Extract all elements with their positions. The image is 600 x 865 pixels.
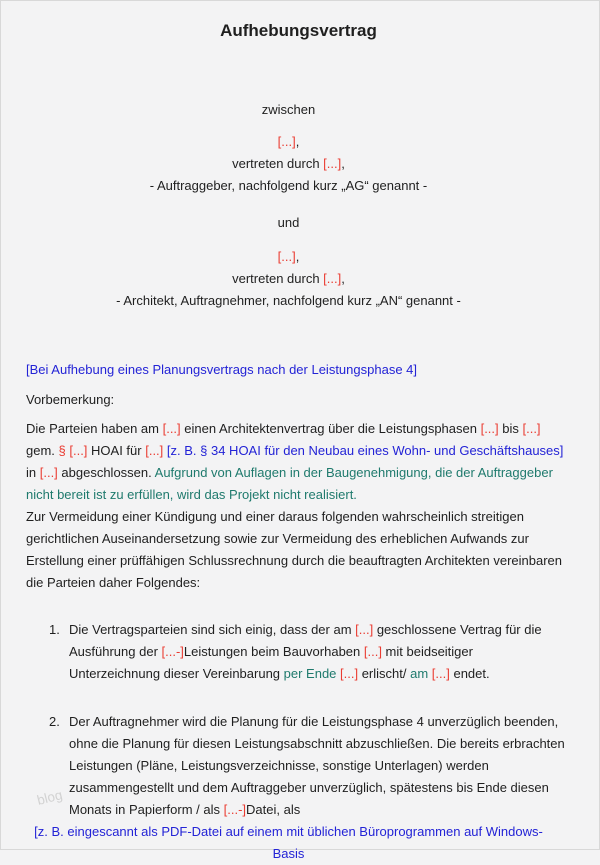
- party-ag-name-placeholder: [...],: [277, 134, 300, 149]
- party-ag-designation: - Auftraggeber, nachfolgend kurz „AG“ genannt -: [149, 178, 428, 193]
- document-title: Aufhebungsvertrag: [220, 21, 377, 40]
- paragraph-vermeidung: Zur Vermeidung einer Kündigung und einer daraus folgenden wahrscheinlich streitigen gerichtlichen Auseinandersetzung sowie zur Vermeidung des erheblichen Aufwands zur Erstellung einer prüffähigen Schlussrechnung durch die beauftragten Architekten vereinbaren die Parteien daher Folgendes:: [26, 509, 562, 590]
- numbered-list: [26, 619, 571, 821]
- watermark-blog: blog: [35, 787, 64, 808]
- list-item-2-text: Der Auftragnehmer wird die Planung für die Leistungsphase 4 unverzüglich beenden, ohne die Planung für diesen Leistungsabschnitt abzuschließen. Die bereits erbrachten Leistungen (Pläne, Leistungsverzeichnisse, sonstige Unterlagen) werden zusammengestellt und dem Auftraggeber unverzüglich, spätestens bis Ende diesen Monats in Papierform / als [...-]Datei, als: [69, 714, 565, 817]
- paragraph-vertragsabschluss: Die Parteien haben am [...] einen Architektenvertrag über die Leistungsphasen [...] bis [...] gem. § [...] HOAI für [...] [z. B. § 34 HOAI für den Neubau eines Wohn- und Geschäftshauses] in [...] abgeschlossen. Aufgrund von Auflagen in der Baugenehmigung, die der Auftraggeber nicht bereit ist zu erfüllen, wird das Projekt nicht realisiert.: [26, 421, 564, 502]
- between-label: zwischen: [261, 102, 316, 117]
- and-label: und: [277, 215, 300, 230]
- document-content: [1, 20, 599, 865]
- party-an-representative: vertreten durch [...],: [232, 271, 345, 286]
- list-item-2: [49, 711, 571, 821]
- list-item-2-number: 2.: [49, 714, 60, 729]
- party-an-designation: - Architekt, Auftragnehmer, nachfolgend kurz „AN“ genannt -: [116, 293, 461, 308]
- list-item-1-text: Die Vertragsparteien sind sich einig, dass der am [...] geschlossene Vertrag für die Ausführung der [...-]Leistungen beim Bauvorhaben [...] mit beidseitiger Unterzeichnung dieser Vereinbarung per Ende [...] erlischt/ am [...] endet.: [69, 622, 542, 681]
- party-an-name-placeholder: [...],: [277, 249, 300, 264]
- annotation-pdf-datei: [z. B. eingescannt als PDF-Datei auf einem mit üblichen Büroprogrammen auf Windows-Basis: [34, 824, 543, 861]
- party-ag-block: [26, 131, 571, 197]
- party-an-block: [26, 246, 571, 312]
- list-item-1: [49, 619, 571, 685]
- list-item-1-number: 1.: [49, 622, 60, 637]
- annotation-leistungsphase: [Bei Aufhebung eines Planungsvertrags nach der Leistungsphase 4]: [26, 362, 417, 377]
- party-ag-representative: vertreten durch [...],: [232, 156, 345, 171]
- vorbemerkung-label: Vorbemerkung:: [26, 392, 115, 407]
